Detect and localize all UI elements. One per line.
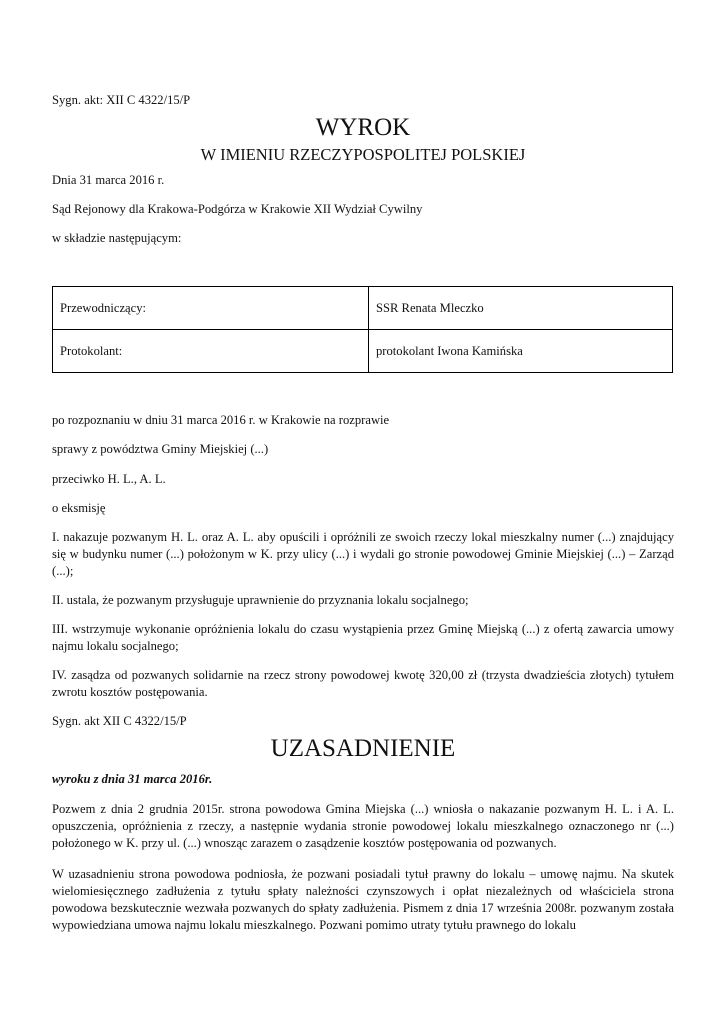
ruling-item: III. wstrzymuje wykonanie opróżnienia lokalu do czasu wystąpienia przez Gminę Miejską (...) z ofertą zawarcia umowy najmu lokalu socjalnego; <box>52 622 674 653</box>
justification-title: UZASADNIENIE <box>270 735 456 762</box>
ruling-item: I. nakazuje pozwanym H. L. oraz A. L. aby opuścili i opróżnili ze swoich rzeczy lokal mieszkalny numer (...) znajdujący się w budynku numer (...) położonym w K. przy ulicy (...) i wydali go stronie powodowej Gminie Miejskiej (...) – Zarząd (...); <box>52 530 674 578</box>
ruling-item: II. ustala, że pozwanym przysługuje uprawnienie do przyznania lokalu socjalnego; <box>52 593 469 607</box>
table-row <box>53 287 673 330</box>
composition-person: SSR Renata Mleczko <box>369 287 673 330</box>
court-composition-table <box>52 286 673 373</box>
table-row <box>53 330 673 373</box>
document-subtitle: W IMIENIU RZECZYPOSPOLITEJ POLSKIEJ <box>200 145 526 164</box>
composition-person: protokolant Iwona Kamińska <box>369 330 673 373</box>
case-signature-justification: Sygn. akt XII C 4322/15/P <box>52 714 187 728</box>
composition-role: Protokolant: <box>53 330 369 373</box>
justification-subtitle: wyroku z dnia 31 marca 2016r. <box>52 772 213 786</box>
proceedings-line: o eksmisję <box>52 501 106 515</box>
case-signature-top: Sygn. akt: XII C 4322/15/P <box>52 93 191 107</box>
document-title: WYROK <box>315 114 411 141</box>
proceedings-line: sprawy z powództwa Gminy Miejskiej (...) <box>52 442 269 456</box>
proceedings-line: po rozpoznaniu w dniu 31 marca 2016 r. w Krakowie na rozprawie <box>52 413 390 427</box>
justification-paragraph: W uzasadnieniu strona powodowa podniosła, że pozwani posiadali tytuł prawny do lokalu – umowę najmu. Na skutek wielomiesięcznego zadłużenia z tytułu spłaty należności czynszowych i opłat niezależnych od właściciela strona powodowa bezskutecznie wezwała pozwanych do spłaty zadłużenia. Pismem z dnia 17 września 2008r. pozwanym została wypowiedziana umowa najmu lokalu mieszkalnego. Pozwani pomimo utraty tytułu prawnego do lokalu <box>52 867 674 932</box>
proceedings-line: przeciwko H. L., A. L. <box>52 472 166 486</box>
court-line: Sąd Rejonowy dla Krakowa-Podgórza w Krakowie XII Wydział Cywilny <box>52 202 423 216</box>
date-line: Dnia 31 marca 2016 r. <box>52 173 165 187</box>
ruling-item: IV. zasądza od pozwanych solidarnie na rzecz strony powodowej kwotę 320,00 zł (trzysta dwadzieścia złotych) tytułem zwrotu kosztów postępowania. <box>52 668 674 699</box>
composition-role: Przewodniczący: <box>53 287 369 330</box>
justification-paragraph: Pozwem z dnia 2 grudnia 2015r. strona powodowa Gmina Miejska (...) wniosła o nakazanie pozwanym H. L. i A. L. opuszczenia, opróżnienia z rzeczy, a następnie wydania stronie powodowej lokalu mieszkalnego oznaczonego nr (...) położonego w K. przy ul. (...) wnosząc zarazem o zasądzenie kosztów postępowania od pozwanych. <box>52 802 674 850</box>
composition-intro: w składzie następującym: <box>52 231 182 245</box>
